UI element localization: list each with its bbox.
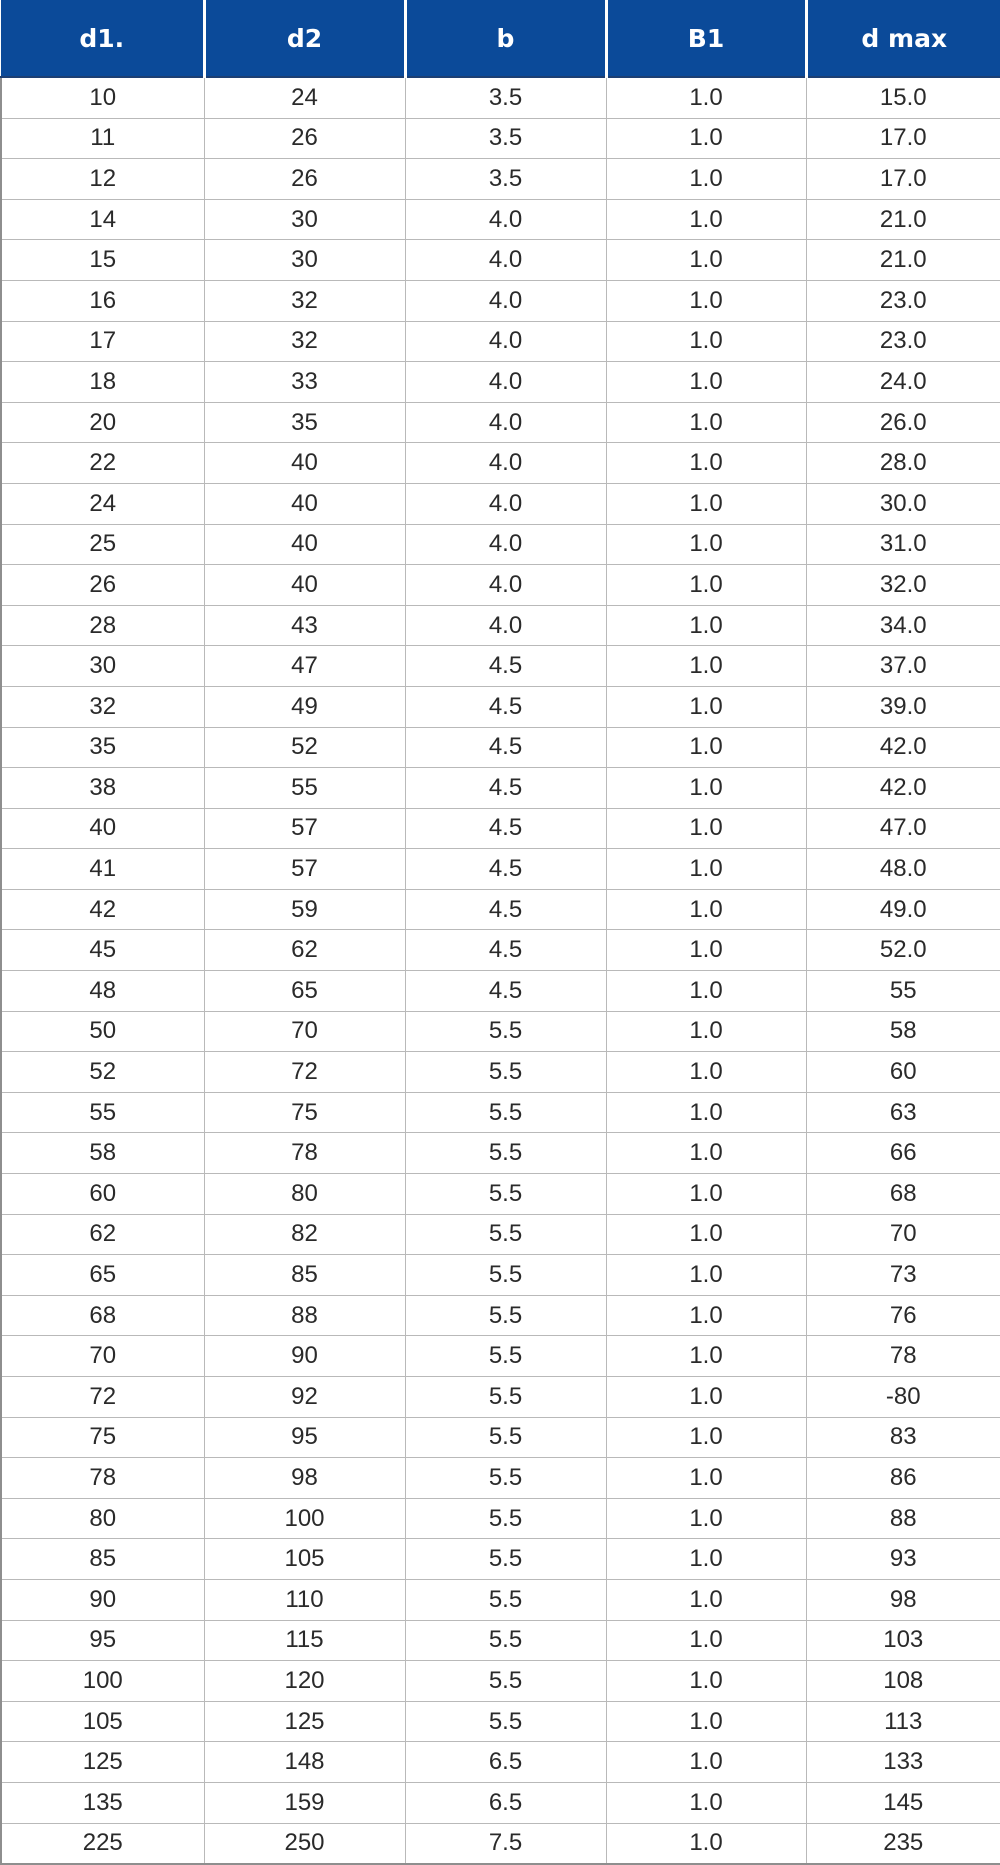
cell-d-max: 31.0 xyxy=(806,524,1000,565)
cell-b1: 1.0 xyxy=(606,1092,806,1133)
table-row xyxy=(1,1701,1000,1742)
cell-b: 5.5 xyxy=(405,1579,606,1620)
cell-b1: 1.0 xyxy=(606,240,806,281)
cell-d2: 110 xyxy=(204,1579,405,1620)
table-row xyxy=(1,1377,1000,1418)
cell-b1: 1.0 xyxy=(606,1377,806,1418)
cell-d2: 26 xyxy=(204,118,405,159)
cell-d1: 26 xyxy=(1,565,204,606)
table-row xyxy=(1,1011,1000,1052)
cell-d-max: 58 xyxy=(806,1011,1000,1052)
cell-d1: 45 xyxy=(1,930,204,971)
table-row xyxy=(1,321,1000,362)
cell-d-max: 70 xyxy=(806,1214,1000,1255)
cell-d2: 78 xyxy=(204,1133,405,1174)
cell-b1: 1.0 xyxy=(606,1336,806,1377)
cell-d1: 68 xyxy=(1,1295,204,1336)
cell-d-max: 37.0 xyxy=(806,646,1000,687)
cell-d1: 38 xyxy=(1,768,204,809)
cell-d-max: 49.0 xyxy=(806,889,1000,930)
cell-d2: 95 xyxy=(204,1417,405,1458)
table-row xyxy=(1,280,1000,321)
cell-d2: 98 xyxy=(204,1458,405,1499)
cell-d2: 80 xyxy=(204,1174,405,1215)
table-header xyxy=(1,0,1000,77)
header-d1: d1. xyxy=(1,0,204,77)
cell-d1: 80 xyxy=(1,1498,204,1539)
cell-b: 4.0 xyxy=(405,402,606,443)
table-row xyxy=(1,1823,1000,1864)
cell-d2: 148 xyxy=(204,1742,405,1783)
table-row xyxy=(1,768,1000,809)
cell-d2: 57 xyxy=(204,849,405,890)
cell-d1: 55 xyxy=(1,1092,204,1133)
cell-d2: 115 xyxy=(204,1620,405,1661)
cell-b: 5.5 xyxy=(405,1701,606,1742)
cell-d-max: 93 xyxy=(806,1539,1000,1580)
cell-d-max: 235 xyxy=(806,1823,1000,1864)
cell-d-max: 52.0 xyxy=(806,930,1000,971)
cell-d-max: 86 xyxy=(806,1458,1000,1499)
cell-d1: 85 xyxy=(1,1539,204,1580)
table-row xyxy=(1,1092,1000,1133)
cell-d2: 70 xyxy=(204,1011,405,1052)
cell-d-max: 63 xyxy=(806,1092,1000,1133)
cell-d-max: 26.0 xyxy=(806,402,1000,443)
cell-b1: 1.0 xyxy=(606,889,806,930)
cell-b1: 1.0 xyxy=(606,1458,806,1499)
cell-d2: 72 xyxy=(204,1052,405,1093)
cell-d-max: 103 xyxy=(806,1620,1000,1661)
cell-b1: 1.0 xyxy=(606,930,806,971)
cell-b1: 1.0 xyxy=(606,1701,806,1742)
cell-d-max: 28.0 xyxy=(806,443,1000,484)
cell-d-max: 42.0 xyxy=(806,768,1000,809)
cell-b: 4.5 xyxy=(405,768,606,809)
cell-b1: 1.0 xyxy=(606,77,806,118)
cell-d1: 15 xyxy=(1,240,204,281)
cell-b1: 1.0 xyxy=(606,1539,806,1580)
cell-b1: 1.0 xyxy=(606,280,806,321)
cell-d-max: 34.0 xyxy=(806,605,1000,646)
cell-d1: 60 xyxy=(1,1174,204,1215)
cell-b1: 1.0 xyxy=(606,321,806,362)
cell-d1: 41 xyxy=(1,849,204,890)
cell-b1: 1.0 xyxy=(606,1255,806,1296)
cell-b: 3.5 xyxy=(405,159,606,200)
table-row xyxy=(1,808,1000,849)
cell-b: 5.5 xyxy=(405,1498,606,1539)
table-row xyxy=(1,1539,1000,1580)
cell-d-max: 17.0 xyxy=(806,118,1000,159)
cell-d1: 28 xyxy=(1,605,204,646)
cell-d2: 32 xyxy=(204,321,405,362)
cell-d2: 92 xyxy=(204,1377,405,1418)
cell-b1: 1.0 xyxy=(606,443,806,484)
cell-b1: 1.0 xyxy=(606,1133,806,1174)
cell-d2: 49 xyxy=(204,686,405,727)
cell-d1: 20 xyxy=(1,402,204,443)
cell-d-max: 145 xyxy=(806,1782,1000,1823)
cell-b: 5.5 xyxy=(405,1214,606,1255)
table-body xyxy=(1,77,1000,1864)
cell-d2: 59 xyxy=(204,889,405,930)
cell-d1: 16 xyxy=(1,280,204,321)
table-row xyxy=(1,1498,1000,1539)
cell-d1: 25 xyxy=(1,524,204,565)
cell-b1: 1.0 xyxy=(606,524,806,565)
table-row xyxy=(1,1417,1000,1458)
cell-d-max: 66 xyxy=(806,1133,1000,1174)
cell-d1: 12 xyxy=(1,159,204,200)
cell-d2: 40 xyxy=(204,565,405,606)
cell-d-max: 113 xyxy=(806,1701,1000,1742)
cell-d-max: -80 xyxy=(806,1377,1000,1418)
cell-b: 5.5 xyxy=(405,1011,606,1052)
cell-d1: 30 xyxy=(1,646,204,687)
cell-d1: 65 xyxy=(1,1255,204,1296)
table-row xyxy=(1,118,1000,159)
cell-d-max: 48.0 xyxy=(806,849,1000,890)
table-row xyxy=(1,1133,1000,1174)
cell-b: 7.5 xyxy=(405,1823,606,1864)
table-row xyxy=(1,605,1000,646)
cell-b: 4.5 xyxy=(405,930,606,971)
cell-b: 4.5 xyxy=(405,971,606,1012)
cell-b: 4.5 xyxy=(405,727,606,768)
cell-d1: 225 xyxy=(1,1823,204,1864)
cell-b1: 1.0 xyxy=(606,1782,806,1823)
cell-d1: 24 xyxy=(1,483,204,524)
cell-d2: 26 xyxy=(204,159,405,200)
cell-d1: 72 xyxy=(1,1377,204,1418)
cell-b: 4.0 xyxy=(405,280,606,321)
cell-d2: 35 xyxy=(204,402,405,443)
cell-d-max: 76 xyxy=(806,1295,1000,1336)
table-row xyxy=(1,1295,1000,1336)
cell-d1: 105 xyxy=(1,1701,204,1742)
cell-d2: 88 xyxy=(204,1295,405,1336)
cell-d1: 90 xyxy=(1,1579,204,1620)
cell-d-max: 73 xyxy=(806,1255,1000,1296)
cell-b1: 1.0 xyxy=(606,1174,806,1215)
cell-d-max: 17.0 xyxy=(806,159,1000,200)
cell-d-max: 32.0 xyxy=(806,565,1000,606)
cell-d1: 52 xyxy=(1,1052,204,1093)
cell-d2: 52 xyxy=(204,727,405,768)
cell-d2: 57 xyxy=(204,808,405,849)
cell-d1: 125 xyxy=(1,1742,204,1783)
table-row xyxy=(1,402,1000,443)
cell-d1: 40 xyxy=(1,808,204,849)
cell-b1: 1.0 xyxy=(606,646,806,687)
cell-b: 5.5 xyxy=(405,1174,606,1215)
cell-b: 3.5 xyxy=(405,77,606,118)
table-row xyxy=(1,1336,1000,1377)
table-row xyxy=(1,443,1000,484)
table-row xyxy=(1,1052,1000,1093)
cell-d-max: 23.0 xyxy=(806,280,1000,321)
cell-d-max: 30.0 xyxy=(806,483,1000,524)
cell-d-max: 83 xyxy=(806,1417,1000,1458)
cell-b: 3.5 xyxy=(405,118,606,159)
cell-b: 5.5 xyxy=(405,1133,606,1174)
cell-b1: 1.0 xyxy=(606,1620,806,1661)
cell-b1: 1.0 xyxy=(606,1498,806,1539)
table-row xyxy=(1,686,1000,727)
cell-b: 4.0 xyxy=(405,321,606,362)
cell-d1: 22 xyxy=(1,443,204,484)
cell-d-max: 39.0 xyxy=(806,686,1000,727)
cell-d2: 47 xyxy=(204,646,405,687)
cell-d2: 32 xyxy=(204,280,405,321)
cell-d1: 42 xyxy=(1,889,204,930)
cell-d2: 43 xyxy=(204,605,405,646)
header-b: b xyxy=(405,0,606,77)
cell-d2: 65 xyxy=(204,971,405,1012)
cell-d1: 135 xyxy=(1,1782,204,1823)
cell-b1: 1.0 xyxy=(606,1052,806,1093)
cell-d-max: 47.0 xyxy=(806,808,1000,849)
table-row xyxy=(1,930,1000,971)
cell-b1: 1.0 xyxy=(606,605,806,646)
cell-b1: 1.0 xyxy=(606,199,806,240)
cell-d-max: 98 xyxy=(806,1579,1000,1620)
cell-b: 5.5 xyxy=(405,1052,606,1093)
cell-d-max: 60 xyxy=(806,1052,1000,1093)
cell-b1: 1.0 xyxy=(606,362,806,403)
cell-d1: 78 xyxy=(1,1458,204,1499)
cell-b1: 1.0 xyxy=(606,1661,806,1702)
cell-b: 6.5 xyxy=(405,1782,606,1823)
cell-d-max: 88 xyxy=(806,1498,1000,1539)
cell-b1: 1.0 xyxy=(606,768,806,809)
cell-b1: 1.0 xyxy=(606,1823,806,1864)
table-row xyxy=(1,77,1000,118)
cell-b1: 1.0 xyxy=(606,727,806,768)
cell-d2: 24 xyxy=(204,77,405,118)
cell-d2: 30 xyxy=(204,199,405,240)
cell-d-max: 68 xyxy=(806,1174,1000,1215)
cell-b: 4.0 xyxy=(405,483,606,524)
cell-d2: 40 xyxy=(204,483,405,524)
cell-b: 5.5 xyxy=(405,1255,606,1296)
header-b1: B1 xyxy=(606,0,806,77)
cell-b: 4.0 xyxy=(405,565,606,606)
cell-d2: 100 xyxy=(204,1498,405,1539)
table-row xyxy=(1,971,1000,1012)
cell-d2: 250 xyxy=(204,1823,405,1864)
table-row xyxy=(1,1661,1000,1702)
cell-d2: 90 xyxy=(204,1336,405,1377)
table-row xyxy=(1,1174,1000,1215)
cell-d-max: 21.0 xyxy=(806,199,1000,240)
cell-b: 4.0 xyxy=(405,524,606,565)
header-d-max: d max xyxy=(806,0,1000,77)
cell-b: 4.0 xyxy=(405,605,606,646)
cell-b1: 1.0 xyxy=(606,402,806,443)
cell-d1: 14 xyxy=(1,199,204,240)
cell-b1: 1.0 xyxy=(606,565,806,606)
cell-d1: 10 xyxy=(1,77,204,118)
cell-d2: 75 xyxy=(204,1092,405,1133)
cell-b: 5.5 xyxy=(405,1458,606,1499)
table-row xyxy=(1,565,1000,606)
cell-b: 5.5 xyxy=(405,1539,606,1580)
cell-d1: 50 xyxy=(1,1011,204,1052)
cell-d2: 62 xyxy=(204,930,405,971)
cell-b: 5.5 xyxy=(405,1417,606,1458)
cell-b: 6.5 xyxy=(405,1742,606,1783)
cell-d-max: 23.0 xyxy=(806,321,1000,362)
cell-b1: 1.0 xyxy=(606,1011,806,1052)
cell-b: 4.0 xyxy=(405,362,606,403)
cell-d1: 32 xyxy=(1,686,204,727)
cell-d2: 40 xyxy=(204,524,405,565)
table-row xyxy=(1,159,1000,200)
table-row xyxy=(1,1255,1000,1296)
cell-d1: 11 xyxy=(1,118,204,159)
cell-d1: 18 xyxy=(1,362,204,403)
cell-b1: 1.0 xyxy=(606,1742,806,1783)
cell-b1: 1.0 xyxy=(606,159,806,200)
cell-d1: 17 xyxy=(1,321,204,362)
cell-d2: 40 xyxy=(204,443,405,484)
header-row xyxy=(1,0,1000,77)
cell-b: 5.5 xyxy=(405,1092,606,1133)
table-row xyxy=(1,1579,1000,1620)
cell-b1: 1.0 xyxy=(606,1295,806,1336)
table-row xyxy=(1,1782,1000,1823)
cell-b: 4.5 xyxy=(405,686,606,727)
table-row xyxy=(1,1214,1000,1255)
table-row xyxy=(1,727,1000,768)
cell-d-max: 78 xyxy=(806,1336,1000,1377)
cell-d-max: 108 xyxy=(806,1661,1000,1702)
cell-b1: 1.0 xyxy=(606,808,806,849)
cell-b: 5.5 xyxy=(405,1377,606,1418)
cell-b: 4.0 xyxy=(405,443,606,484)
cell-d1: 95 xyxy=(1,1620,204,1661)
cell-d-max: 42.0 xyxy=(806,727,1000,768)
table-row xyxy=(1,1458,1000,1499)
cell-b1: 1.0 xyxy=(606,971,806,1012)
cell-b: 5.5 xyxy=(405,1661,606,1702)
cell-d2: 125 xyxy=(204,1701,405,1742)
table-row xyxy=(1,362,1000,403)
cell-b: 4.5 xyxy=(405,889,606,930)
cell-d2: 33 xyxy=(204,362,405,403)
cell-b: 4.5 xyxy=(405,646,606,687)
cell-b1: 1.0 xyxy=(606,1214,806,1255)
cell-b1: 1.0 xyxy=(606,1417,806,1458)
cell-d1: 35 xyxy=(1,727,204,768)
table-row xyxy=(1,1742,1000,1783)
header-d2: d2 xyxy=(204,0,405,77)
cell-d-max: 24.0 xyxy=(806,362,1000,403)
cell-b1: 1.0 xyxy=(606,686,806,727)
cell-b1: 1.0 xyxy=(606,1579,806,1620)
cell-d1: 58 xyxy=(1,1133,204,1174)
cell-b1: 1.0 xyxy=(606,118,806,159)
cell-d1: 62 xyxy=(1,1214,204,1255)
cell-d2: 105 xyxy=(204,1539,405,1580)
cell-d2: 82 xyxy=(204,1214,405,1255)
cell-d1: 48 xyxy=(1,971,204,1012)
cell-d2: 55 xyxy=(204,768,405,809)
table-row xyxy=(1,646,1000,687)
table-row xyxy=(1,524,1000,565)
cell-b: 4.0 xyxy=(405,199,606,240)
table-row xyxy=(1,889,1000,930)
cell-d2: 120 xyxy=(204,1661,405,1702)
cell-b: 5.5 xyxy=(405,1295,606,1336)
cell-b1: 1.0 xyxy=(606,849,806,890)
cell-d2: 159 xyxy=(204,1782,405,1823)
cell-d-max: 55 xyxy=(806,971,1000,1012)
cell-b: 4.5 xyxy=(405,808,606,849)
cell-d-max: 133 xyxy=(806,1742,1000,1783)
cell-d1: 75 xyxy=(1,1417,204,1458)
cell-b: 5.5 xyxy=(405,1336,606,1377)
cell-d-max: 15.0 xyxy=(806,77,1000,118)
table-row xyxy=(1,240,1000,281)
cell-b: 4.5 xyxy=(405,849,606,890)
table-row xyxy=(1,483,1000,524)
table-row xyxy=(1,199,1000,240)
cell-d2: 30 xyxy=(204,240,405,281)
cell-d1: 70 xyxy=(1,1336,204,1377)
cell-b1: 1.0 xyxy=(606,483,806,524)
cell-b: 4.0 xyxy=(405,240,606,281)
cell-d-max: 21.0 xyxy=(806,240,1000,281)
cell-b: 5.5 xyxy=(405,1620,606,1661)
cell-d2: 85 xyxy=(204,1255,405,1296)
table-row xyxy=(1,849,1000,890)
cell-d1: 100 xyxy=(1,1661,204,1702)
table-row xyxy=(1,1620,1000,1661)
